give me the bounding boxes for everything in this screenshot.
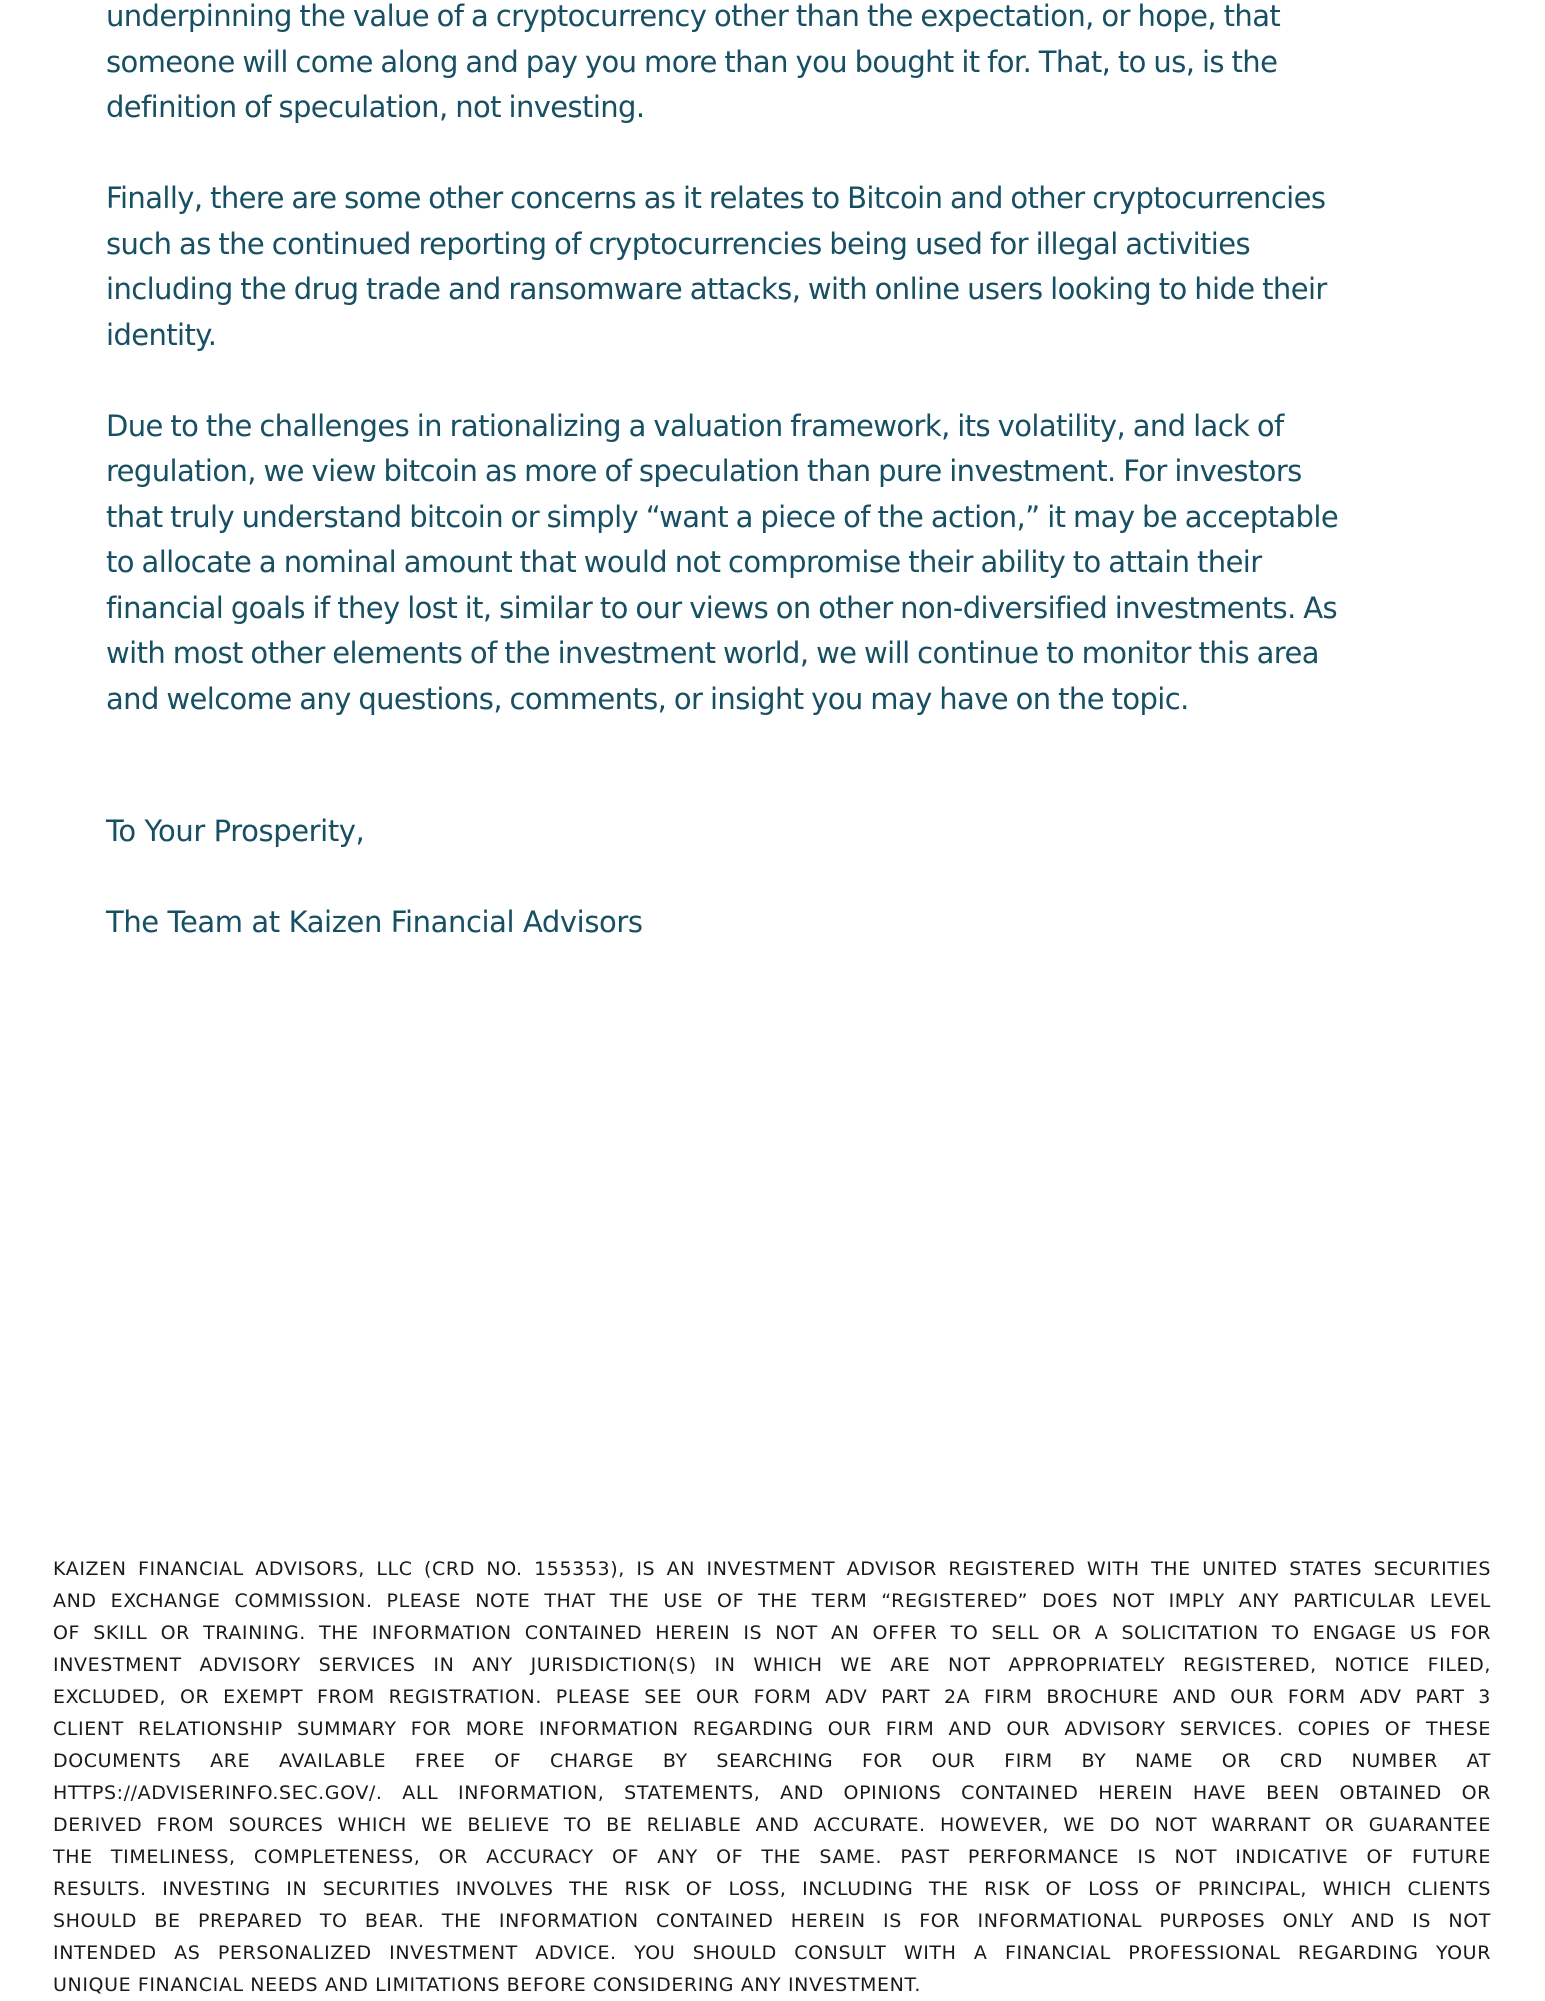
letter-body: [106, 0, 1446, 768]
text-line: and welcome any questions, comments, or insight you may have on the topic.: [106, 681, 1189, 716]
disclaimer-line: INTENDED AS PERSONALIZED INVESTMENT ADVICE. YOU SHOULD CONSULT WITH A FINANCIAL PROFESSIONAL REGARDING YOUR: [53, 1942, 1491, 1964]
disclaimer-line: SHOULD BE PREPARED TO BEAR. THE INFORMATION CONTAINED HEREIN IS FOR INFORMATIONAL PURPOSES ONLY AND IS NOT: [53, 1910, 1491, 1932]
text-line: Finally, there are some other concerns as it relates to Bitcoin and other cryptocurrencies: [106, 181, 1326, 215]
disclaimer-line: DERIVED FROM SOURCES WHICH WE BELIEVE TO BE RELIABLE AND ACCURATE. HOWEVER, WE DO NOT WARRANT OR GUARANTEE: [53, 1814, 1491, 1836]
text-line: financial goals if they lost it, similar to our views on other non-diversified investments. As: [106, 590, 1338, 625]
paragraph-conclusion: [106, 404, 1446, 723]
text-line: with most other elements of the investment world, we will continue to monitor this area: [106, 636, 1319, 670]
legal-disclaimer: [53, 1553, 1491, 2001]
disclaimer-line: UNIQUE FINANCIAL NEEDS AND LIMITATIONS BEFORE CONSIDERING ANY INVESTMENT.: [53, 1974, 922, 1996]
disclaimer-line: HTTPS://ADVISERINFO.SEC.GOV/. ALL INFORMATION, STATEMENTS, AND OPINIONS CONTAINED HEREIN HAVE BEEN OBTAINED OR: [53, 1782, 1491, 1804]
text-line: underpinning the value of a cryptocurrency other than the expectation, or hope, that: [106, 0, 1281, 33]
disclaimer-line: OF SKILL OR TRAINING. THE INFORMATION CONTAINED HEREIN IS NOT AN OFFER TO SELL OR A SOLICITATION TO ENGAGE US FOR: [53, 1622, 1491, 1644]
text-line: such as the continued reporting of cryptocurrencies being used for illegal activities: [106, 226, 1251, 261]
text-line: to allocate a nominal amount that would not compromise their ability to attain their: [106, 545, 1262, 579]
text-line: Due to the challenges in rationalizing a valuation framework, its volatility, and lack of: [106, 408, 1284, 443]
text-line: that truly understand bitcoin or simply “want a piece of the action,” it may be acceptable: [106, 499, 1339, 534]
signature: The Team at Kaizen Financial Advisors: [106, 905, 643, 939]
text-line: regulation, we view bitcoin as more of speculation than pure investment. For investors: [106, 454, 1302, 488]
disclaimer-line: RESULTS. INVESTING IN SECURITIES INVOLVES THE RISK OF LOSS, INCLUDING THE RISK OF LOSS OF PRINCIPAL, WHICH CLIENTS: [53, 1878, 1491, 1900]
disclaimer-line: CLIENT RELATIONSHIP SUMMARY FOR MORE INFORMATION REGARDING OUR FIRM AND OUR ADVISORY SERVICES. COPIES OF THESE: [53, 1718, 1491, 1740]
paragraph-other-concerns: [106, 176, 1446, 358]
disclaimer-line: INVESTMENT ADVISORY SERVICES IN ANY JURISDICTION(S) IN WHICH WE ARE NOT APPROPRIATELY REGISTERED, NOTICE FILED,: [53, 1654, 1491, 1676]
disclaimer-line: DOCUMENTS ARE AVAILABLE FREE OF CHARGE BY SEARCHING FOR OUR FIRM BY NAME OR CRD NUMBER AT: [53, 1750, 1491, 1772]
paragraph-speculation: [106, 0, 1446, 131]
text-line: identity.: [106, 317, 217, 352]
disclaimer-line: KAIZEN FINANCIAL ADVISORS, LLC (CRD NO. 155353), IS AN INVESTMENT ADVISOR REGISTERED WITH THE UNITED STATES SECURITIES: [53, 1558, 1491, 1580]
disclaimer-line: EXCLUDED, OR EXEMPT FROM REGISTRATION. PLEASE SEE OUR FORM ADV PART 2A FIRM BROCHURE AND OUR FORM ADV PART 3: [53, 1686, 1491, 1708]
disclaimer-line: THE TIMELINESS, COMPLETENESS, OR ACCURACY OF ANY OF THE SAME. PAST PERFORMANCE IS NOT INDICATIVE OF FUTURE: [53, 1846, 1491, 1868]
text-line: definition of speculation, not investing.: [106, 90, 645, 124]
disclaimer-line: AND EXCHANGE COMMISSION. PLEASE NOTE THAT THE USE OF THE TERM “REGISTERED” DOES NOT IMPLY ANY PARTICULAR LEVEL: [53, 1590, 1491, 1612]
text-line: including the drug trade and ransomware attacks, with online users looking to hide their: [106, 272, 1327, 306]
text-line: someone will come along and pay you more than you bought it for. That, to us, is the: [106, 44, 1278, 79]
salutation: To Your Prosperity,: [106, 814, 365, 848]
